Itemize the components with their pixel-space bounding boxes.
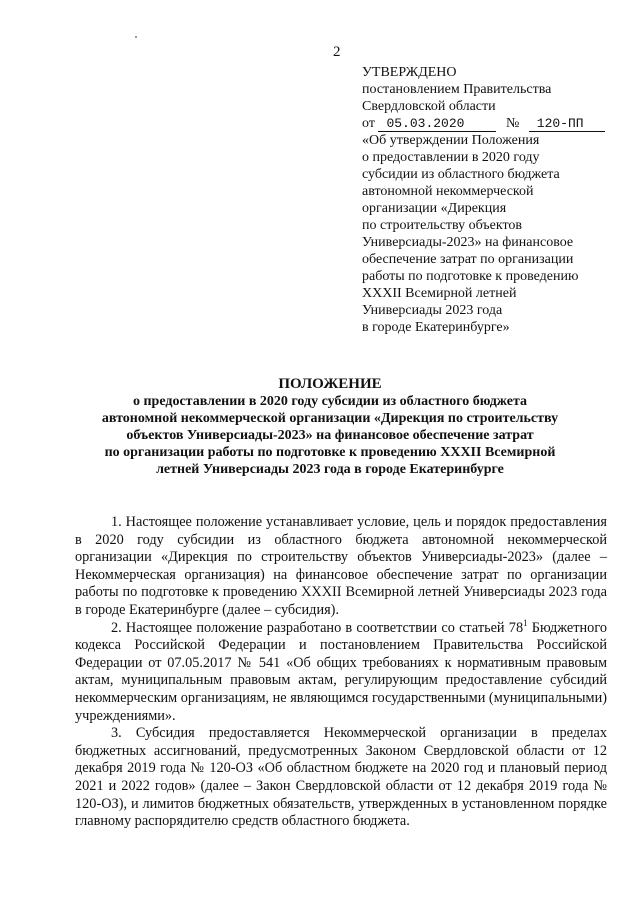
approved-label: УТВЕРЖДЕНО — [362, 65, 457, 80]
document-body — [75, 514, 607, 831]
decree-number: 120-ПП — [529, 117, 605, 132]
approval-date-line — [362, 115, 612, 132]
paragraph-2-start: 2. Настоящее положение разработано в соответствии со статьей 78 — [111, 619, 524, 636]
approval-desc-line: организации «Дирекция — [362, 201, 507, 216]
approval-desc-line: автономной некоммерческой — [362, 184, 534, 199]
heading-line: летней Универсиады 2023 года в городе Екатеринбурге — [156, 462, 504, 477]
approval-line-1: постановлением Правительства — [362, 82, 552, 97]
heading-line: автономной некоммерческой организации «Дирекция по строительству — [101, 411, 559, 426]
approval-desc-line: работы по подготовке к проведению — [362, 269, 579, 284]
approval-desc-line: XXXII Всемирной летней — [362, 286, 517, 301]
approval-line-2: Свердловской области — [362, 99, 496, 114]
approval-desc-line: в городе Екатеринбурге» — [362, 320, 510, 335]
document-heading — [60, 376, 600, 478]
number-label: № — [505, 116, 520, 131]
article-superscript: 1 — [523, 617, 528, 628]
approval-block — [362, 64, 612, 336]
approval-desc-line: Универсиады-2023» на финансовое — [362, 235, 574, 250]
document-title: ПОЛОЖЕНИЕ — [278, 376, 382, 392]
paragraph-2 — [75, 617, 607, 726]
approval-desc-line: обеспечение затрат по организации — [362, 252, 574, 267]
approval-desc-line: о предоставлении в 2020 году — [362, 150, 540, 165]
approval-desc-line: по строительству объектов — [362, 218, 523, 233]
date-prefix: от — [362, 116, 375, 131]
approval-desc-line: Универсиады 2023 года — [362, 303, 503, 318]
approval-desc-line: субсидии из областного бюджета — [362, 167, 560, 182]
paragraph-3: 3. Субсидия предоставляется Некоммерческой организации в пределах бюджетных ассигнований, предусмотренных Законом Свердловской области от 12 декабря 2019 года № 120-ОЗ «Об областном бюджете на 2020 год и плановый период 2021 и 2022 годов» (далее – Закон Свердловской области от 12 декабря 2019 года № 120-ОЗ), и лимитов бюджетных обязательств, утвержденных в установленном порядке главному распорядителю средств областного бюджета. — [75, 725, 607, 830]
paragraph-2-rest: Бюджетного кодекса Российской Федерации и постановлением Правительства Российской Федерации от 07.05.2017 № 541 «Об общих требованиях к нормативным правовым актам, муниципальным правовым актам, регулирующим предоставление субсидий некоммерческим организациям, не являющимся государственными (муниципальными) учреждениями». — [75, 619, 607, 724]
heading-line: по организации работы по подготовке к проведению XXXII Всемирной — [104, 445, 556, 460]
page-number: 2 — [333, 44, 341, 60]
paragraph-1: 1. Настоящее положение устанавливает условие, цель и порядок предоставления в 2020 году субсидии из областного бюджета автономной некоммерческой организации «Дирекция по строительству объектов Универсиады-2023» (далее – Некоммерческая организация) на финансовое обеспечение затрат по организации работы по подготовке к проведению XXXII Всемирной летней Универсиады 2023 года в городе Екатеринбурге (далее – субсидия). — [75, 514, 607, 618]
heading-line: объектов Универсиады-2023» на финансовое обеспечение затрат — [126, 428, 534, 443]
approval-desc-line: «Об утверждении Положения — [362, 133, 540, 148]
decree-date: 05.03.2020 — [378, 117, 496, 132]
scan-speck — [135, 36, 137, 38]
heading-line: о предоставлении в 2020 году субсидии из областного бюджета — [132, 394, 528, 409]
